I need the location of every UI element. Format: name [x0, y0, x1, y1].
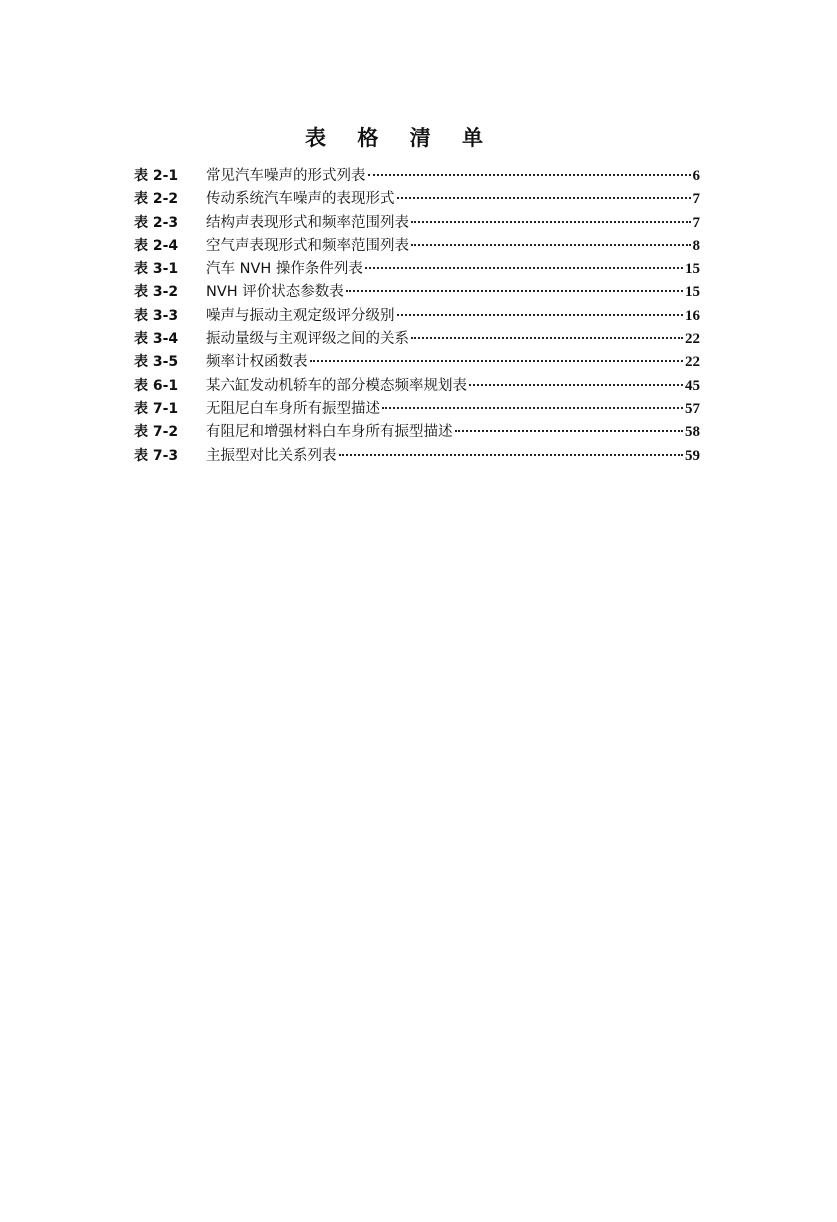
dot-leader [411, 244, 691, 246]
page-title: 表 格 清 单 [305, 126, 495, 151]
table-caption: 传动系统汽车噪声的表现形式 [206, 191, 395, 208]
dot-leader [469, 384, 683, 386]
dot-leader [455, 430, 684, 432]
table-number: 表 7-1 [134, 400, 179, 417]
table-list-entry[interactable] [134, 212, 700, 235]
table-caption: 噪声与振动主观定级评分级别 [206, 307, 395, 324]
table-caption: 主振型对比关系列表 [206, 447, 337, 464]
dot-leader [339, 454, 684, 456]
table-list-entry[interactable] [134, 328, 700, 351]
page-number: 22 [685, 354, 700, 371]
page-number: 15 [685, 284, 700, 301]
table-number: 表 2-4 [134, 237, 179, 254]
page-number: 59 [685, 447, 700, 464]
table-caption: 某六缸发动机轿车的部分模态频率规划表 [206, 377, 467, 394]
dot-leader [397, 314, 684, 316]
table-number: 表 7-3 [134, 447, 179, 464]
table-list-entry[interactable] [134, 235, 700, 258]
dot-leader [382, 407, 683, 409]
table-caption: 有阻尼和增强材料白车身所有振型描述 [206, 424, 453, 441]
table-caption: 结构声表现形式和频率范围列表 [206, 214, 409, 231]
table-list-entry[interactable] [134, 305, 700, 328]
table-list-entry[interactable] [134, 445, 700, 468]
dot-leader [365, 267, 683, 269]
page-number: 8 [692, 237, 700, 254]
page-number: 15 [685, 261, 700, 278]
dot-leader [397, 197, 691, 199]
page-number: 57 [685, 400, 700, 417]
table-caption: 无阻尼白车身所有振型描述 [206, 400, 380, 417]
page-number: 7 [692, 191, 700, 208]
table-caption: 汽车 NVH 操作条件列表 [206, 261, 363, 278]
table-caption: 常见汽车噪声的形式列表 [206, 168, 366, 184]
table-list-entry[interactable] [134, 165, 700, 188]
dot-leader [411, 337, 683, 339]
table-caption: 频率计权函数表 [206, 354, 308, 371]
table-number: 表 7-2 [134, 424, 179, 441]
table-list [134, 165, 700, 468]
page-number: 22 [685, 331, 700, 348]
table-number: 表 2-1 [134, 168, 179, 184]
dot-leader [368, 174, 691, 176]
table-list-entry[interactable] [134, 188, 700, 211]
page-number: 45 [685, 377, 700, 394]
table-list-entry[interactable] [134, 281, 700, 304]
page-number: 6 [692, 168, 700, 184]
table-caption: 空气声表现形式和频率范围列表 [206, 237, 409, 254]
table-number: 表 2-2 [134, 191, 179, 208]
table-number: 表 3-5 [134, 354, 179, 371]
table-number: 表 3-2 [134, 284, 179, 301]
table-number: 表 3-1 [134, 261, 179, 278]
table-list-entry[interactable] [134, 258, 700, 281]
table-caption: NVH 评价状态参数表 [206, 284, 344, 301]
table-number: 表 3-4 [134, 331, 179, 348]
table-number: 表 6-1 [134, 377, 179, 394]
table-list-entry[interactable] [134, 398, 700, 421]
table-number: 表 3-3 [134, 307, 179, 324]
dot-leader [310, 360, 684, 362]
dot-leader [346, 290, 683, 292]
page-number: 7 [692, 214, 700, 231]
table-list-entry[interactable] [134, 375, 700, 398]
table-list-entry[interactable] [134, 421, 700, 444]
page-number: 16 [685, 307, 700, 324]
page-number: 58 [685, 424, 700, 441]
table-caption: 振动量级与主观评级之间的关系 [206, 331, 409, 348]
dot-leader [411, 221, 691, 223]
table-number: 表 2-3 [134, 214, 179, 231]
table-list-entry[interactable] [134, 351, 700, 374]
